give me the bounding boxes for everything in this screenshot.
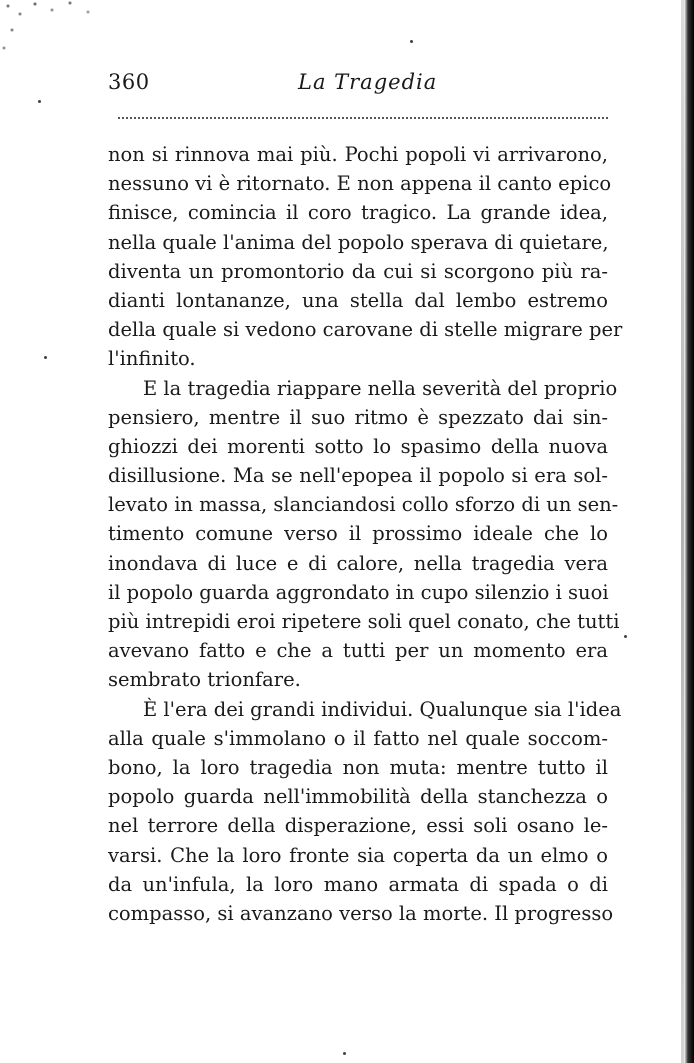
text-line: l'infinito. — [108, 347, 196, 371]
text-line: timento comune verso il prossimo ideale che lo — [108, 522, 608, 546]
scan-speck — [624, 635, 627, 638]
page-number: 360 — [108, 70, 150, 94]
scan-speck — [410, 40, 413, 43]
header-rule — [118, 117, 608, 119]
text-line: popolo guarda nell'immobilità della stanchezza o — [108, 785, 608, 809]
text-line: nella quale l'anima del popolo sperava di quietare, — [108, 230, 609, 254]
text-line: diventa un promontorio da cui si scorgono più ra- — [108, 259, 608, 283]
page-header — [108, 66, 608, 106]
binding-edge — [684, 0, 694, 1063]
text-line: E la tragedia riappare nella severità del proprio — [143, 376, 618, 400]
text-line: sembrato trionfare. — [108, 668, 301, 692]
text-line: più intrepidi eroi ripetere soli quel conato, che tutti — [108, 610, 620, 633]
scan-speck — [38, 100, 41, 103]
text-line: nel terrore della disperazione, essi soli osano le- — [108, 814, 608, 838]
text-line: inondava di luce e di calore, nella tragedia vera — [108, 551, 608, 575]
text-line: dianti lontananze, una stella dal lembo estremo — [108, 288, 608, 312]
text-line: della quale si vedono carovane di stelle migrare per — [108, 318, 623, 342]
text-line: da un'infula, la loro mano armata di spada o di — [108, 872, 608, 896]
text-line: pensiero, mentre il suo ritmo è spezzato dai sin- — [108, 405, 608, 429]
running-title: La Tragedia — [298, 70, 438, 94]
body-text — [108, 140, 623, 928]
text-line: disillusione. Ma se nell'epopea il popolo si era sol- — [108, 464, 608, 488]
text-line: nessuno vi è ritornato. E non appena il canto epico — [108, 172, 612, 196]
scan-speck — [343, 1052, 346, 1055]
text-line: finisce, comincia il coro tragico. La grande idea, — [108, 201, 608, 225]
text-line: ghiozzi dei morenti sotto lo spasimo della nuova — [108, 434, 608, 458]
text-line: levato in massa, slanciandosi collo sforzo di un sen- — [108, 493, 619, 517]
text-line: varsi. Che la loro fronte sia coperta da un elmo o — [108, 843, 608, 867]
scan-noise — [0, 0, 140, 60]
text-line: È l'era dei grandi individui. Qualunque sia l'idea — [143, 697, 622, 721]
scan-speck — [44, 356, 47, 359]
text-line: avevano fatto e che a tutti per un momento era — [108, 639, 608, 663]
text-line: compasso, si avanzano verso la morte. Il progresso — [108, 901, 614, 925]
text-line: non si rinnova mai più. Pochi popoli vi arrivarono, — [108, 143, 608, 166]
text-line: il popolo guarda aggrondato in cupo silenzio i suoi — [108, 580, 609, 604]
text-line: bono, la loro tragedia non muta: mentre tutto il — [108, 755, 608, 779]
text-line: alla quale s'immolano o il fatto nel quale soccom- — [108, 726, 608, 750]
